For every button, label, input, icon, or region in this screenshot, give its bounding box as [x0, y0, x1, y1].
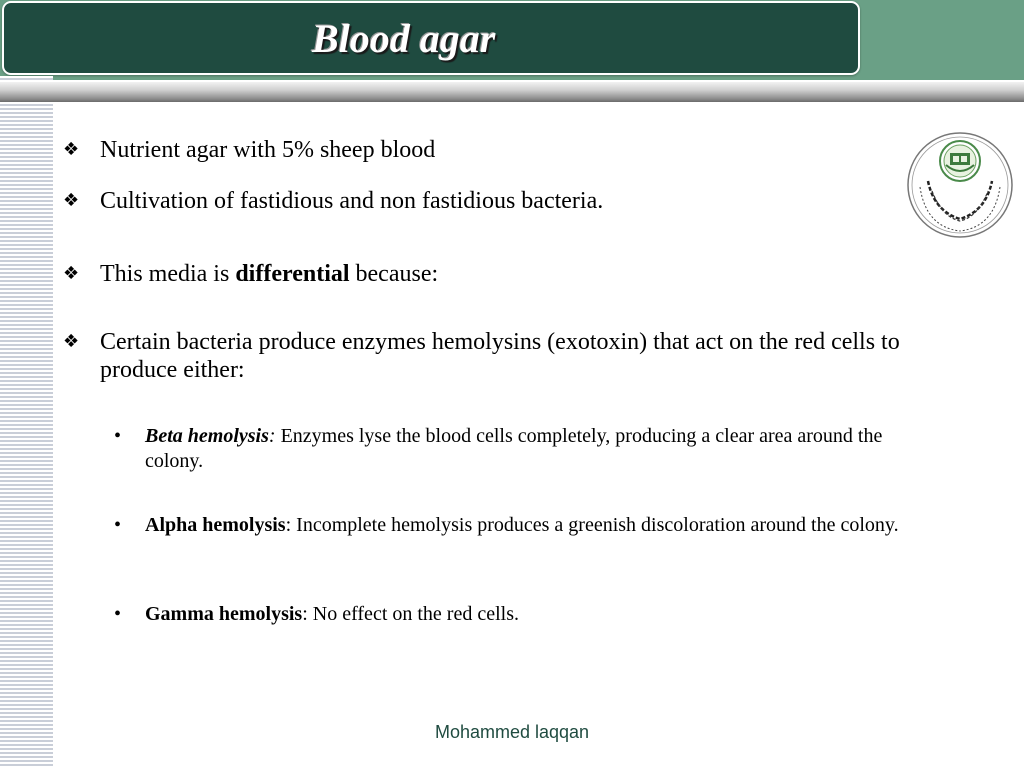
bullet-diamond-icon: ❖	[63, 263, 80, 284]
footer-author: Mohammed laqqan	[434, 722, 590, 742]
sub-bullet-text	[145, 424, 945, 474]
bullet-text-after: because:	[349, 261, 439, 287]
bullet-text: Certain bacteria produce enzymes hemolysins (exotoxin) that act on the red cells to produce either:	[100, 329, 900, 383]
sub-bullet-desc: No effect on the red cells.	[307, 603, 519, 625]
bullet-diamond-icon: ❖	[63, 190, 80, 211]
bullet-text: Nutrient agar with 5% sheep blood	[100, 137, 436, 163]
title-box	[2, 1, 860, 75]
sub-bullet-term: Beta hemolysis	[145, 425, 269, 447]
sub-bullet-desc: Incomplete hemolysis produces a greenish discoloration around the colony.	[291, 514, 899, 536]
sub-bullet-text	[145, 602, 945, 627]
sub-bullet-term: Alpha hemolysis	[145, 514, 286, 536]
sub-bullet-dot: •	[114, 514, 122, 536]
bullet-diamond-icon: ❖	[63, 331, 80, 352]
sub-bullet-sep: :	[268, 425, 276, 447]
bullet-text: Cultivation of fastidious and non fastidious bacteria.	[100, 188, 604, 214]
sub-bullet-sep: :	[302, 603, 308, 625]
bullet-text-bold: differential	[235, 261, 350, 287]
bullet-text	[100, 260, 980, 288]
slide-title: Blood agar	[312, 16, 496, 61]
sub-bullet-desc: Enzymes lyse the blood cells completely, producing a clear area around the colony.	[145, 425, 883, 472]
header-divider-bar	[0, 82, 1024, 102]
sub-bullet-dot: •	[114, 603, 122, 625]
bullet-diamond-icon: ❖	[63, 139, 80, 160]
decorative-stripes	[0, 102, 53, 768]
sub-bullet-text	[145, 513, 945, 538]
sub-bullet-sep: :	[285, 514, 292, 536]
sub-bullet-dot: •	[114, 425, 122, 447]
sub-bullet-term: Gamma hemolysis	[145, 603, 303, 625]
bullet-text-before: This media is	[100, 261, 236, 287]
